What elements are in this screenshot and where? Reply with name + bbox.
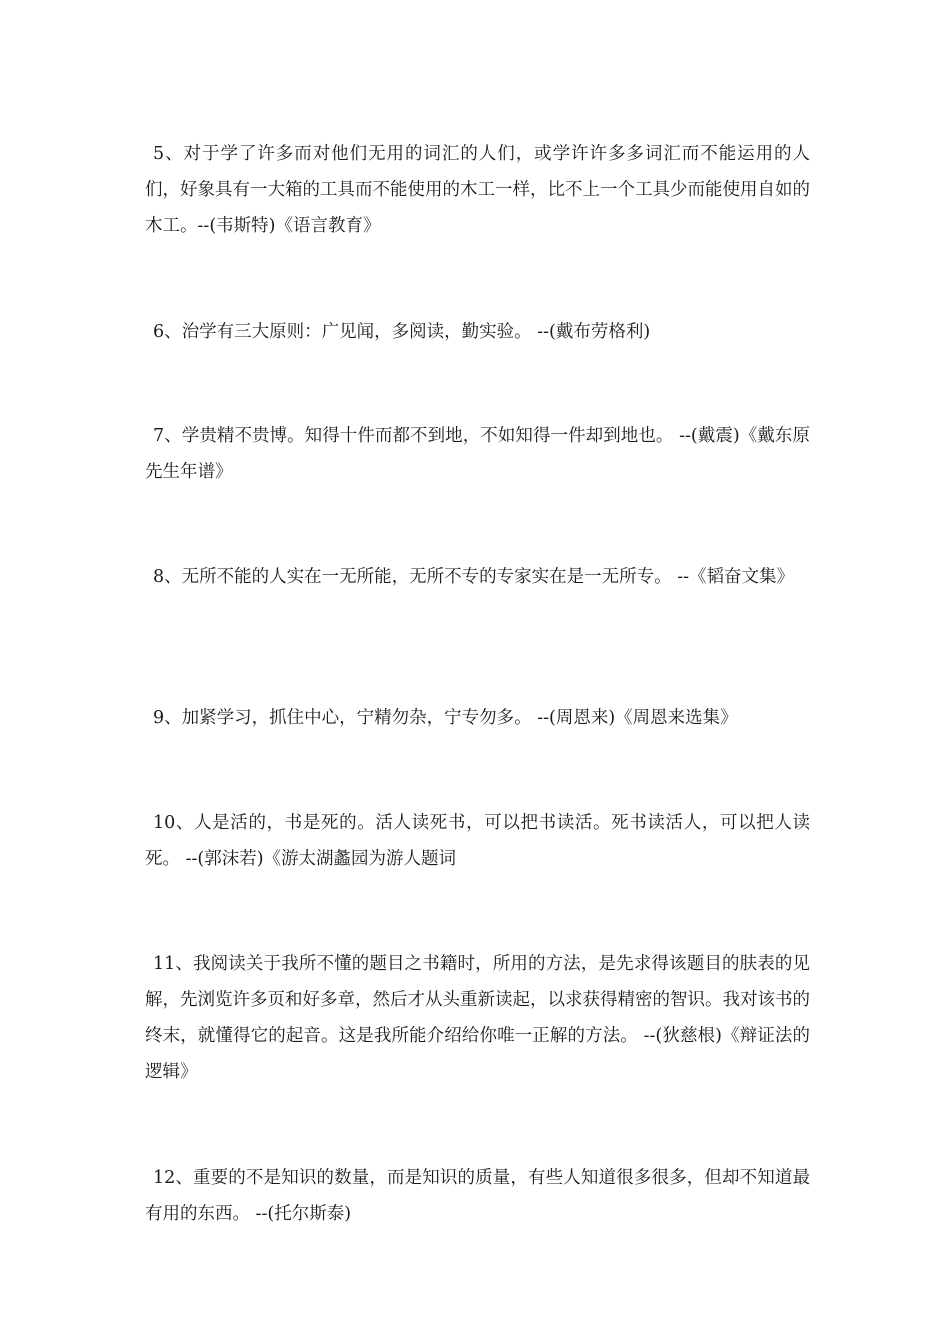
quote-paragraph xyxy=(145,314,810,350)
quote-paragraph xyxy=(145,946,810,1090)
quote-text: 5、对于学了许多而对他们无用的词汇的人们，或学许许多多词汇而不能运用的人们，好象具有一大箱的工具而不能使用的木工一样，比不上一个工具少而能使用自如的木工。--(韦斯特)《语言教育》 xyxy=(145,143,810,236)
quote-paragraph xyxy=(145,805,810,877)
quote-paragraph xyxy=(145,700,810,736)
quote-text: 11、我阅读关于我所不懂的题目之书籍时，所用的方法，是先求得该题目的肤表的见解，先浏览许多页和好多章，然后才从头重新读起，以求获得精密的智识。我对该书的终末，就懂得它的起音。这是我所能介绍给你唯一正解的方法。 --(狄慈根)《辩证法的逻辑》 xyxy=(145,953,810,1082)
quote-paragraph xyxy=(145,559,810,595)
quote-text: 10、人是活的，书是死的。活人读死书，可以把书读活。死书读活人，可以把人读死。 --(郭沫若)《游太湖蠡园为游人题词 xyxy=(145,812,810,869)
quote-text: 8、无所不能的人实在一无所能，无所不专的专家实在是一无所专。 --《韬奋文集》 xyxy=(153,566,795,587)
quote-paragraph xyxy=(145,136,810,244)
quote-text: 12、重要的不是知识的数量，而是知识的质量，有些人知道很多很多，但却不知道最有用的东西。 --(托尔斯泰) xyxy=(145,1167,810,1224)
quote-paragraph xyxy=(145,418,810,490)
quote-text: 7、学贵精不贵博。知得十件而都不到地，不如知得一件却到地也。 --(戴震)《戴东原先生年谱》 xyxy=(145,425,810,482)
quote-text: 6、治学有三大原则：广见闻，多阅读，勤实验。 --(戴布劳格利) xyxy=(153,321,651,342)
quote-text: 9、加紧学习，抓住中心，宁精勿杂，宁专勿多。 --(周恩来)《周恩来选集》 xyxy=(153,707,738,728)
quote-paragraph xyxy=(145,1160,810,1232)
